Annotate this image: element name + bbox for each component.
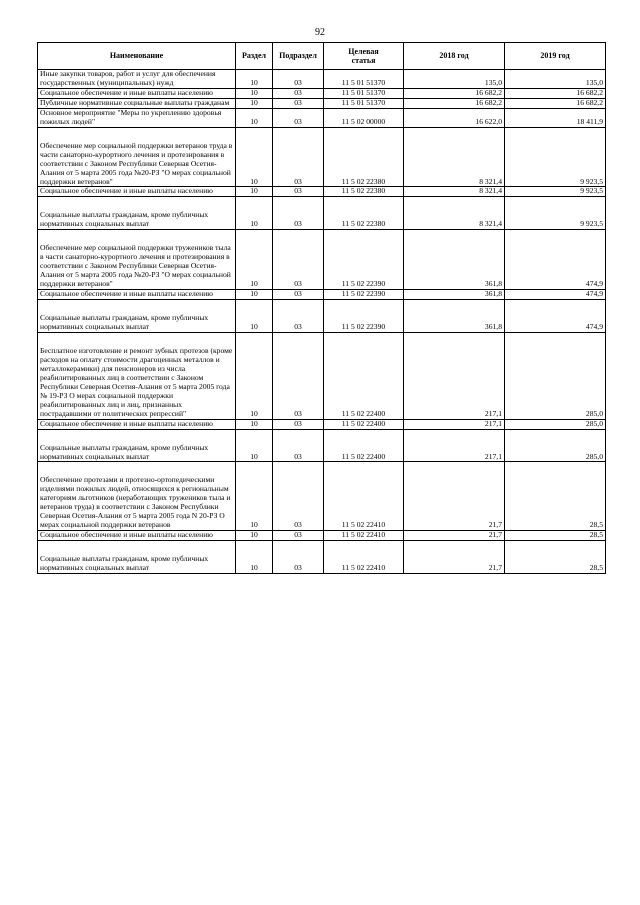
row-section: 10 bbox=[236, 290, 273, 300]
row-2019: 18 411,9 bbox=[505, 108, 606, 127]
row-section: 10 bbox=[236, 332, 273, 419]
row-2018: 217,1 bbox=[404, 429, 505, 462]
row-name: Социальное обеспечение и иные выплаты населению bbox=[38, 531, 236, 541]
row-name-cell bbox=[38, 429, 236, 462]
row-target: 11 5 01 51370 bbox=[324, 88, 404, 98]
row-subsection: 03 bbox=[273, 462, 324, 531]
row-2018: 8 321,4 bbox=[404, 127, 505, 187]
row-section: 10 bbox=[236, 230, 273, 290]
row-name-cell bbox=[38, 127, 236, 187]
row-name: Социальное обеспечение и иные выплаты населению bbox=[38, 419, 236, 429]
table-row bbox=[38, 230, 606, 290]
table-row bbox=[38, 541, 606, 574]
table-row bbox=[38, 290, 606, 300]
row-name: Социальные выплаты гражданам, кроме публичных нормативных социальных выплат bbox=[40, 210, 209, 229]
header-name: Наименование bbox=[38, 43, 236, 70]
row-name: Социальное обеспечение и иные выплаты населению bbox=[38, 187, 236, 197]
row-target: 11 5 02 22410 bbox=[324, 541, 404, 574]
row-section: 10 bbox=[236, 98, 273, 108]
table-row bbox=[38, 70, 606, 89]
row-subsection: 03 bbox=[273, 230, 324, 290]
row-target: 11 5 02 00000 bbox=[324, 108, 404, 127]
table-row bbox=[38, 98, 606, 108]
row-name-cell bbox=[38, 230, 236, 290]
row-name-cell bbox=[38, 462, 236, 531]
row-section: 10 bbox=[236, 70, 273, 89]
row-target: 11 5 02 22400 bbox=[324, 332, 404, 419]
row-2019: 474,9 bbox=[505, 290, 606, 300]
row-2018: 16 682,2 bbox=[404, 88, 505, 98]
row-name: Социальные выплаты гражданам, кроме публичных нормативных социальных выплат bbox=[40, 554, 209, 573]
table-row bbox=[38, 429, 606, 462]
row-2019: 285,0 bbox=[505, 419, 606, 429]
row-subsection: 03 bbox=[273, 300, 324, 333]
row-2019: 16 682,2 bbox=[505, 88, 606, 98]
row-subsection: 03 bbox=[273, 541, 324, 574]
row-2018: 217,1 bbox=[404, 419, 505, 429]
row-subsection: 03 bbox=[273, 88, 324, 98]
row-2019: 474,9 bbox=[505, 300, 606, 333]
row-name: Социальные выплаты гражданам, кроме публичных нормативных социальных выплат bbox=[40, 313, 209, 332]
table-row bbox=[38, 300, 606, 333]
row-subsection: 03 bbox=[273, 127, 324, 187]
row-section: 10 bbox=[236, 531, 273, 541]
row-2018: 217,1 bbox=[404, 332, 505, 419]
row-section: 10 bbox=[236, 127, 273, 187]
header-target-line2: статья bbox=[351, 56, 376, 65]
row-target: 11 5 02 22400 bbox=[324, 419, 404, 429]
header-row bbox=[38, 43, 606, 70]
row-2019: 9 923,5 bbox=[505, 127, 606, 187]
row-name: Социальные выплаты гражданам, кроме публичных нормативных социальных выплат bbox=[40, 442, 209, 461]
row-target: 11 5 02 22380 bbox=[324, 187, 404, 197]
row-section: 10 bbox=[236, 419, 273, 429]
row-target: 11 5 02 22400 bbox=[324, 429, 404, 462]
row-subsection: 03 bbox=[273, 187, 324, 197]
header-subsection: Подраздел bbox=[273, 43, 324, 70]
row-name: Публичные нормативные социальные выплаты гражданам bbox=[38, 98, 236, 108]
table-row bbox=[38, 187, 606, 197]
header-2018: 2018 год bbox=[404, 43, 505, 70]
row-section: 10 bbox=[236, 429, 273, 462]
row-name: Иные закупки товаров, работ и услуг для обеспечения государственных (муниципальных) нужд bbox=[38, 70, 236, 89]
row-subsection: 03 bbox=[273, 98, 324, 108]
row-target: 11 5 02 22390 bbox=[324, 290, 404, 300]
row-2018: 21,7 bbox=[404, 541, 505, 574]
header-section: Раздел bbox=[236, 43, 273, 70]
row-name: Обеспечение мер социальной поддержки ветеранов труда в части санаторно-курортного лечения и протезирования в соответствии с Законом Республики Северная Осетия-Алания от 5 марта 2005 года №20-РЗ "О мерах социальной поддержки ветеранов" bbox=[40, 140, 233, 186]
table-row bbox=[38, 332, 606, 419]
table-row bbox=[38, 108, 606, 127]
header-target bbox=[324, 43, 404, 70]
row-name-cell bbox=[38, 332, 236, 419]
row-target: 11 5 02 22380 bbox=[324, 197, 404, 230]
budget-table bbox=[37, 42, 606, 574]
row-subsection: 03 bbox=[273, 531, 324, 541]
row-target: 11 5 02 22390 bbox=[324, 300, 404, 333]
row-2019: 28,5 bbox=[505, 462, 606, 531]
row-2018: 16 622,0 bbox=[404, 108, 505, 127]
table-row bbox=[38, 197, 606, 230]
row-subsection: 03 bbox=[273, 70, 324, 89]
row-subsection: 03 bbox=[273, 108, 324, 127]
row-name: Обеспечение мер социальной поддержки тружеников тыла в части санаторно-курортного лечения и протезирования в соответствии с Законом Республики Северная Осетия-Алания от 5 марта 2005 года №20-РЗ "О мерах социальной поддержки ветеранов" bbox=[40, 243, 231, 289]
row-2018: 21,7 bbox=[404, 462, 505, 531]
row-target: 11 5 01 51370 bbox=[324, 70, 404, 89]
table-row bbox=[38, 88, 606, 98]
row-name: Бесплатное изготовление и ремонт зубных протезов (кроме расходов на оплату стоимости драгоценных металлов и металлокерамики) для пенсионеров из числа реабилитированных лиц в соответствии с Законом Республики Северная Осетия-Алания от 5 марта 2005 года № 19-РЗ О мерах социальной поддержки реабилитированных лиц и лиц, признанных пострадавшими от политических репрессий" bbox=[40, 345, 233, 418]
row-target: 11 5 02 22380 bbox=[324, 127, 404, 187]
row-2019: 135,0 bbox=[505, 70, 606, 89]
row-section: 10 bbox=[236, 300, 273, 333]
table-row bbox=[38, 419, 606, 429]
table-row bbox=[38, 462, 606, 531]
row-name: Обеспечение протезами и протезно-ортопедическими изделиями пожилых людей, относящихся к региональным категориям льготников (неработающих тружеников тыла и ветеранов труда) в соответствии с Законом Республики Северная Осетия-Алания от 5 марта 2005 года N 20-РЗ О мерах социальной поддержки ветеранов bbox=[40, 475, 231, 530]
row-subsection: 03 bbox=[273, 290, 324, 300]
row-2018: 8 321,4 bbox=[404, 197, 505, 230]
row-section: 10 bbox=[236, 541, 273, 574]
row-2018: 21,7 bbox=[404, 531, 505, 541]
header-target-line1: Целевая bbox=[348, 46, 379, 56]
row-2019: 28,5 bbox=[505, 531, 606, 541]
row-name: Основное мероприятие "Меры по укреплению здоровья пожилых людей" bbox=[38, 108, 236, 127]
row-subsection: 03 bbox=[273, 197, 324, 230]
row-section: 10 bbox=[236, 462, 273, 531]
row-2019: 285,0 bbox=[505, 429, 606, 462]
row-2018: 8 321,4 bbox=[404, 187, 505, 197]
row-name: Социальное обеспечение и иные выплаты населению bbox=[38, 290, 236, 300]
row-2019: 285,0 bbox=[505, 332, 606, 419]
row-2019: 9 923,5 bbox=[505, 187, 606, 197]
row-2018: 361,8 bbox=[404, 290, 505, 300]
row-2019: 9 923,5 bbox=[505, 197, 606, 230]
row-subsection: 03 bbox=[273, 332, 324, 419]
row-name-cell bbox=[38, 197, 236, 230]
row-target: 11 5 02 22410 bbox=[324, 531, 404, 541]
row-name-cell bbox=[38, 541, 236, 574]
row-2018: 361,8 bbox=[404, 230, 505, 290]
row-2018: 361,8 bbox=[404, 300, 505, 333]
table-row bbox=[38, 531, 606, 541]
row-subsection: 03 bbox=[273, 419, 324, 429]
row-2019: 28,5 bbox=[505, 541, 606, 574]
row-section: 10 bbox=[236, 187, 273, 197]
row-target: 11 5 01 51370 bbox=[324, 98, 404, 108]
row-subsection: 03 bbox=[273, 429, 324, 462]
row-section: 10 bbox=[236, 197, 273, 230]
row-2019: 16 682,2 bbox=[505, 98, 606, 108]
header-2019: 2019 год bbox=[505, 43, 606, 70]
row-section: 10 bbox=[236, 108, 273, 127]
row-target: 11 5 02 22390 bbox=[324, 230, 404, 290]
row-2018: 135,0 bbox=[404, 70, 505, 89]
page-number: 92 bbox=[315, 27, 325, 38]
row-target: 11 5 02 22410 bbox=[324, 462, 404, 531]
row-name-cell bbox=[38, 300, 236, 333]
row-section: 10 bbox=[236, 88, 273, 98]
row-2019: 474,9 bbox=[505, 230, 606, 290]
row-name: Социальное обеспечение и иные выплаты населению bbox=[38, 88, 236, 98]
row-2018: 16 682,2 bbox=[404, 98, 505, 108]
table-row bbox=[38, 127, 606, 187]
